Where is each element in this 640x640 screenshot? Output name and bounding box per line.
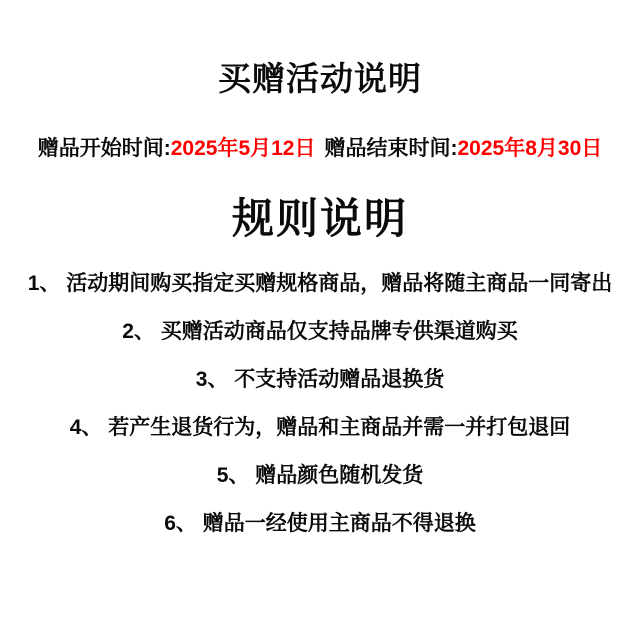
rule-item-6: 6、 赠品一经使用主商品不得退换 (164, 512, 476, 535)
rules-list (0, 270, 640, 537)
rule-item-3: 3、 不支持活动赠品退换货 (195, 368, 445, 391)
rule-item-1: 1、 活动期间购买指定买赠规格商品，赠品将随主商品一同寄出 (27, 272, 613, 295)
gift-end-label: 赠品结束时间: (324, 137, 458, 160)
rule-item-5: 5、 赠品颜色随机发货 (216, 464, 424, 487)
gift-start-label: 赠品开始时间: (37, 137, 171, 160)
gift-start-date: 2025年5月12日 (170, 137, 316, 160)
rule-item-2: 2、 买赠活动商品仅支持品牌专供渠道购买 (122, 320, 518, 343)
gift-period-line (0, 135, 640, 163)
gift-end-date: 2025年8月30日 (457, 137, 603, 160)
rules-section-title: 规则说明 (231, 195, 408, 242)
page-title: 买赠活动说明 (218, 60, 422, 97)
rule-item-4: 4、 若产生退货行为，赠品和主商品并需一并打包退回 (69, 416, 571, 439)
